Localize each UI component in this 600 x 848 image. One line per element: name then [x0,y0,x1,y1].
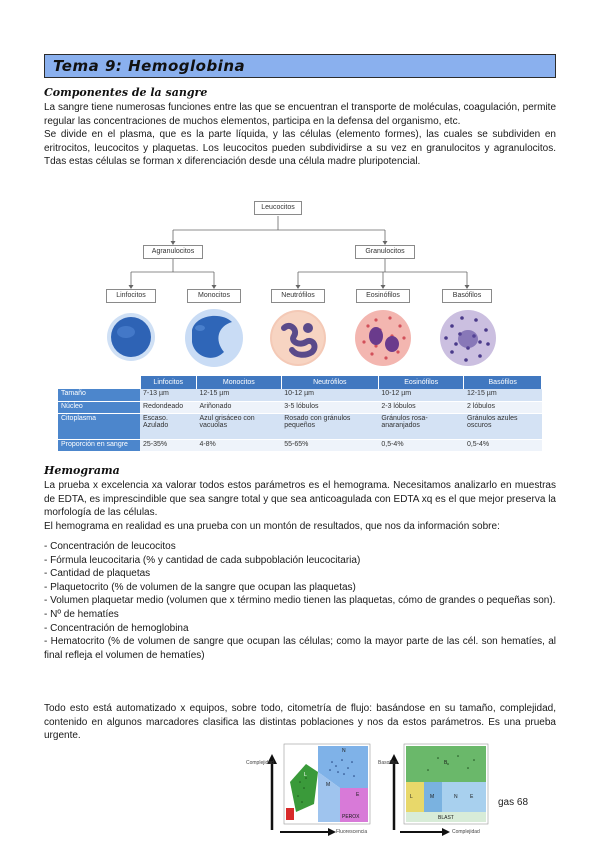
figure1-y-label: Complejidad [246,760,274,766]
figure1-region-n: N [342,748,346,754]
list-item: - Hematocrito (% de volumen de sangre que ocupan las células; como la mayor parte de las cél. son hematíes, al final refleja el volumen de hematíes) [44,636,556,661]
figure2-x-label: Complejidad [452,829,480,835]
table-row-label: Citoplasma [58,413,140,439]
figure2-y-label: Basofilia [378,760,397,766]
hemograma-intro [44,479,556,533]
title-banner [44,54,556,78]
monocyte-illustration [185,309,243,367]
table-cell: 12-15 µm [196,389,281,401]
table-row [58,439,542,451]
section-heading-components: Componentes de la sangre [44,86,208,99]
table-row-label: Núcleo [58,401,140,413]
table-header-cell [58,376,140,389]
table-header-cell: Neutrófilos [281,376,378,389]
neutrophil-illustration [270,310,326,366]
figure2-region-m: M [430,794,435,800]
table-cell: Gránulos rosa-anaranjados [378,413,464,439]
section-heading-hemograma: Hemograma [44,464,120,477]
table-row [58,389,542,401]
tree-node-neutrofilos: Neutrófilos [271,289,325,303]
table-cell: 12-15 µm [464,389,542,401]
paragraph-functions: La sangre tiene numerosas funciones entre las que se encuentran el transporte de moléculas, coagulación, permite regular las concentraciones de muchos elementos, participa en la defensa del organismo, etc. [44,102,556,127]
intro-paragraphs [44,101,556,169]
table-cell: 2-3 lóbulos [378,401,464,413]
table-cell: 3-5 lóbulos [281,401,378,413]
table-header-cell: Monocitos [196,376,281,389]
tree-node-linfocitos: Linfocitos [106,289,156,303]
page-title: Tema 9: Hemoglobina [53,57,246,75]
figure2-region-l: L [410,794,413,800]
list-item: - Concentración de leucocitos [44,541,176,552]
figure2-region-b: B [444,760,448,766]
tree-node-granulocitos: Granulocitos [355,245,415,259]
table-cell: 0,5-4% [464,439,542,451]
figure2-region-blast: BLAST [438,815,454,821]
eosinophil-illustration [355,310,411,366]
list-item: - Nº de hematíes [44,608,119,620]
table-cell: 4-8% [196,439,281,451]
table-header-row [58,376,542,389]
paragraph-results: El hemograma en realidad es una prueba con un montón de resultados, que nos da información sobre: [44,520,500,532]
table-cell: Gránulos azules oscuros [464,413,542,439]
hemograma-parameter-list [44,540,556,662]
cytometry-figure-peroxidase [244,742,374,838]
tree-node-monocitos: Monocitos [187,289,241,303]
table-cell: 10-12 µm [378,389,464,401]
figure1-x-label: Fluorescencia [336,829,368,835]
tree-node-eosinofilos: Eosinófilos [356,289,410,303]
table-row [58,401,542,413]
figure2-region-n: N [454,794,458,800]
table-cell: 55-65% [281,439,378,451]
paragraph-edta: La prueba x excelencia xa valorar todos estos parámetros es el hemograma. Necesitamos analizarlo en muestras de EDTA, es imprescindible que sea sangre total y que sea anticoagulada con EDTA xq es el que mejor preserva la morfología de las células. [44,480,556,519]
tree-node-leucocitos: Leucocitos [254,201,302,215]
basophil-illustration [440,310,496,366]
table-header-cell: Linfocitos [140,376,196,389]
list-item: - Concentración de hemoglobina [44,622,189,634]
table-cell: 7-13 µm [140,389,196,401]
figure1-region-l: L [304,772,307,778]
table-cell: 10-12 µm [281,389,378,401]
table-header-cell: Basófilos [464,376,542,389]
list-item: - Cantidad de plaquetas [44,568,151,580]
table-cell: 0,5-4% [378,439,464,451]
paragraph-division: Se divide en el plasma, que es la parte líquida, y las células (elemento formes), las cuales se subdividen en eritrocitos, leucocitos y plaquetas. Los leucocitos pueden subdividirse a su vez en granulocitos y agranulocitos. Tdas estas células se forman x diferenciación desde una célula madre pluripotencial. [44,129,556,168]
table-cell: Rosado con gránulos pequeños [281,413,378,439]
table-cell: 25-35% [140,439,196,451]
leukocyte-illustrations [100,306,500,372]
cytometry-figure-basophil [378,742,490,838]
table-cell: Redondeado [140,401,196,413]
list-item: - Plaquetocrito (% de volumen de la sangre que ocupan las plaquetas) [44,581,356,593]
figure2-region-e: E [470,794,474,800]
page-number: gas 68 [498,797,529,808]
tree-node-basofilos: Basófilos [442,289,492,303]
table-cell: Azul grisáceo con vacuolas [196,413,281,439]
table-header-cell: Eosinófilos [378,376,464,389]
paragraph-automation: Todo esto está automatizado x equipos, sobre todo, citometría de flujo: basándose en su tamaño, complejidad, contenido en algunos marcadores clasifica las distintas poblaciones y nos da estos parámetros. Es una prueba urgente. [44,703,556,742]
figure1-region-m: M [326,782,331,788]
table-cell: Escaso. Azulado [140,413,196,439]
figure1-region-e: E [356,792,360,798]
tree-node-agranulocitos: Agranulocitos [143,245,203,259]
lymphocyte-illustration [107,313,155,361]
table-cell: Ariñonado [196,401,281,413]
list-item: - Fórmula leucocitaria (% y cantidad de cada subpoblación leucocitaria) [44,554,361,566]
table-cell: 2 lóbulos [464,401,542,413]
table-row [58,413,542,439]
list-item: - Volumen plaquetar medio (volumen que x término medio tienen las plaquetas, cómo de grandes o pequeñas son). [44,595,556,607]
leukocyte-table [58,376,542,452]
figure1-region-perox: PEROX [342,814,360,820]
table-row-label: Tamaño [58,389,140,401]
table-row-label: Proporción en sangre [58,439,140,451]
